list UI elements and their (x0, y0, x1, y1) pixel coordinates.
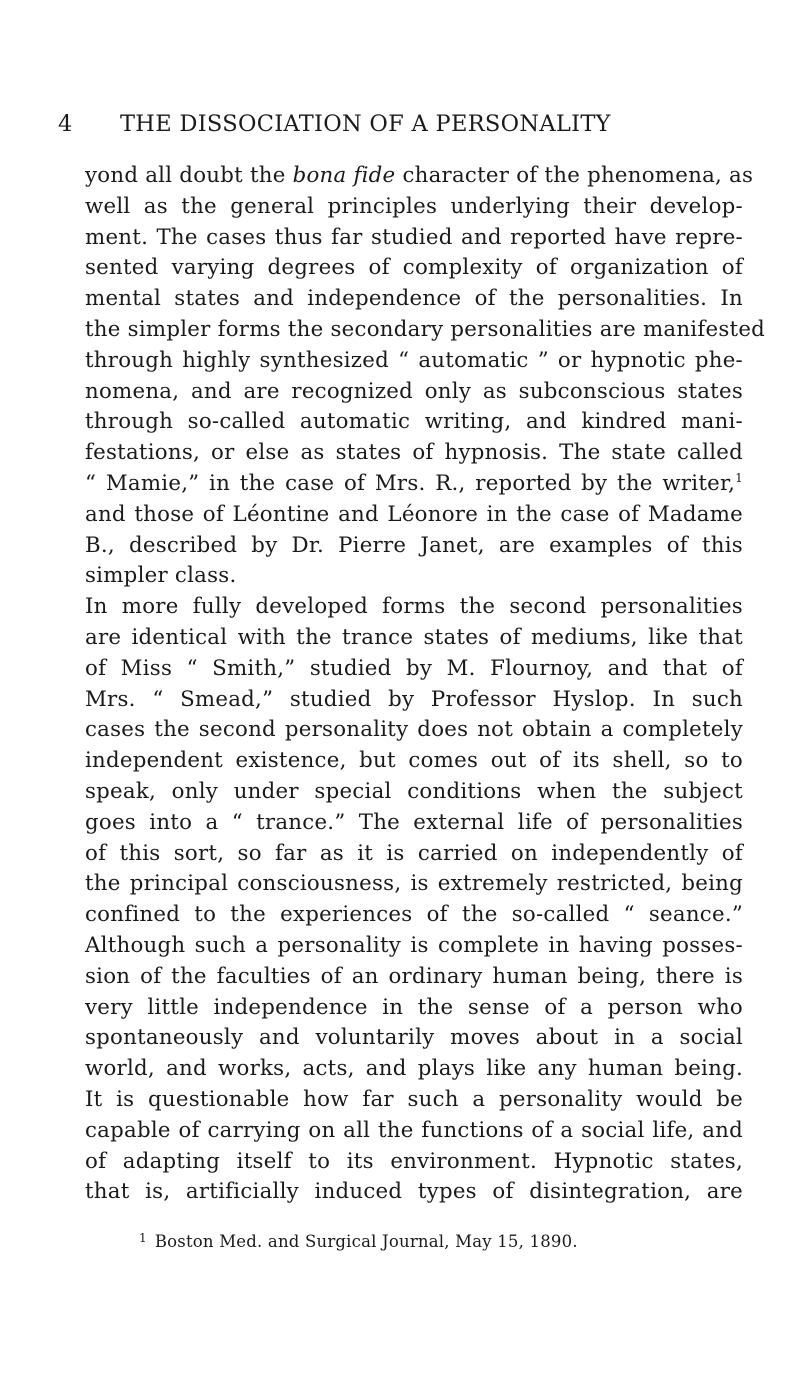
running-title: THE DISSOCIATION OF A PERSONALITY (120, 111, 611, 137)
page-number: 4 (58, 111, 73, 137)
text-line: cases the second personality does not obtain a completely (85, 717, 743, 743)
text-line: speak, only under special conditions when the subject (85, 778, 743, 804)
text-line: In more fully developed forms the second personalities (85, 594, 743, 620)
running-head (58, 111, 748, 141)
text-line: the simpler forms the secondary personalities are manifested (85, 316, 766, 342)
text-line: goes into a “ trance.” The external life of personalities (85, 809, 743, 835)
text-line: through so-called automatic writing, and kindred mani- (85, 409, 743, 435)
text-line: independent existence, but comes out of its shell, so to (85, 748, 743, 774)
text-line: well as the general principles underlying their develop- (85, 193, 743, 219)
text-line: festations, or else as states of hypnosis. The state called (85, 440, 743, 466)
footnote (139, 1231, 699, 1251)
text-line: that is, artificially induced types of disintegration, are (85, 1179, 743, 1205)
text-line: the principal consciousness, is extremely restricted, being (85, 871, 743, 897)
text-line: B., described by Dr. Pierre Janet, are examples of this (85, 532, 743, 558)
text-line: of this sort, so far as it is carried on independently of (85, 840, 743, 866)
text-line: yond all doubt the bona fide character of the phenomena, as (85, 163, 754, 188)
text-line: through highly synthesized “ automatic ” or hypnotic phe- (85, 347, 743, 373)
text-line: nomena, and are recognized only as subconscious states (85, 378, 743, 404)
text-line: It is questionable how far such a personality would be (85, 1086, 743, 1112)
footnote-text: Boston Med. and Surgical Journal, May 15, 1890. (154, 1232, 578, 1251)
text-line: capable of carrying on all the functions of a social life, and (85, 1117, 743, 1143)
text-line: Although such a personality is complete in having posses- (85, 932, 743, 958)
footnote-reference: 1 (735, 470, 743, 485)
text-line: are identical with the trance states of mediums, like that (85, 624, 743, 650)
text-line: and those of Léontine and Léonore in the case of Madame (85, 501, 743, 527)
text-line: spontaneously and voluntarily moves about in a social (85, 1025, 743, 1051)
text-line: confined to the experiences of the so-called “ seance.” (85, 902, 743, 928)
text-line: sion of the faculties of an ordinary human being, there is (85, 963, 743, 989)
body-text (85, 161, 766, 1208)
text-line: mental states and independence of the personalities. In (85, 286, 743, 312)
text-line: very little independence in the sense of a person who (85, 994, 743, 1020)
text-line: simpler class. (85, 563, 237, 589)
text-line: of Miss “ Smith,” studied by M. Flournoy, and that of (85, 655, 743, 681)
text-line: “ Mamie,” in the case of Mrs. R., reported by the writer,$^1$ (85, 470, 743, 496)
text-line: Mrs. “ Smead,” studied by Professor Hyslop. In such (85, 686, 743, 712)
text-line: of adapting itself to its environment. Hypnotic states, (85, 1148, 743, 1174)
text-line: sented varying degrees of complexity of organization of (85, 255, 743, 281)
italic-phrase: bona fide (292, 163, 396, 188)
text-line: world, and works, acts, and plays like any human being. (85, 1056, 743, 1082)
footnote-marker: 1 (139, 1231, 147, 1245)
text-line: ment. The cases thus far studied and reported have repre- (85, 224, 743, 250)
